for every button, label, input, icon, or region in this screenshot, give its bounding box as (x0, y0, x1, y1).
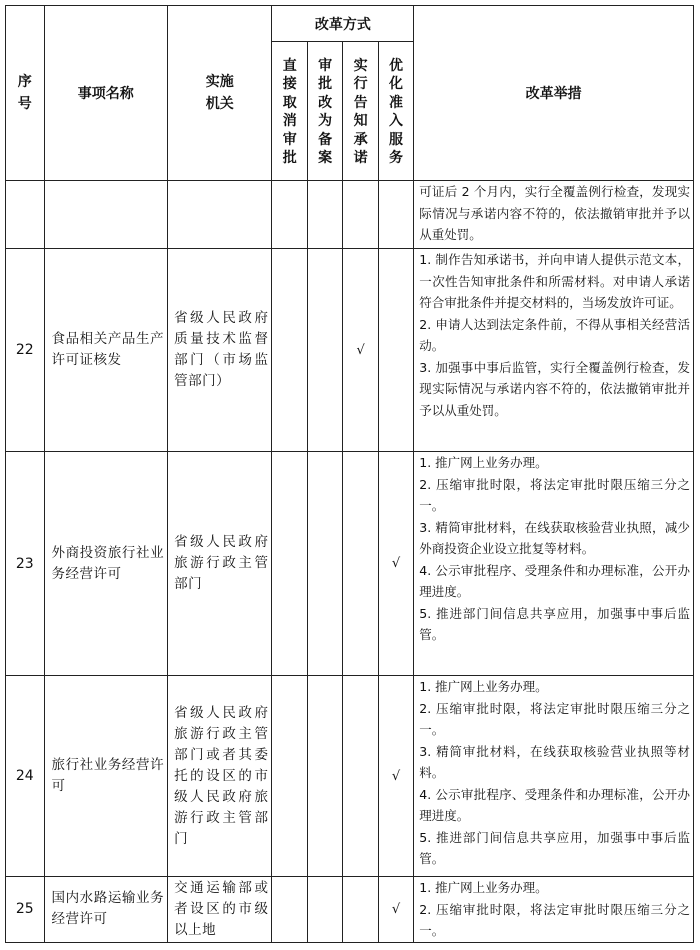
table-row (6, 249, 694, 452)
table-row-continuation (6, 181, 694, 249)
header-mode-optimize (378, 42, 413, 181)
cell-mode-commit (343, 877, 378, 943)
header-char: 告 (353, 94, 368, 111)
measure-line: 2. 压缩审批时限，将法定审批时限压缩三分之一。 (419, 901, 690, 938)
header-char: 承 (353, 131, 368, 148)
measure-line: 3. 精简审批材料，在线获取核验营业执照等材料。 (419, 743, 690, 780)
table-row (6, 877, 694, 943)
cell-mode-optimize: √ (378, 452, 413, 676)
measure-line: 2. 压缩审批时限，将法定审批时限压缩三分之一。 (419, 700, 690, 737)
header-no (6, 6, 45, 181)
header-agency-line: 机关 (205, 96, 234, 112)
header-char: 务 (389, 150, 404, 166)
measure-line: 4. 公示审批程序、受理条件和办理标准，公开办理进度。 (419, 786, 690, 823)
measure-line: 可证后 2 个月内，实行全覆盖例行检查，发现实际情况与承诺内容不符的，依法撤销审批并予以从重处罚。 (419, 184, 690, 242)
cell-mode-optimize (378, 249, 413, 452)
cell-mode-commit (343, 676, 378, 877)
header-name: 事项名称 (44, 6, 168, 181)
header-char: 批 (318, 76, 333, 92)
cell-mode-direct (272, 249, 307, 452)
cell-name: 外商投资旅行社业务经营许可 (44, 452, 168, 676)
header-char: 行 (353, 76, 368, 92)
cell-no: 22 (6, 249, 45, 452)
header-char: 审 (318, 57, 333, 74)
header-agency-line: 实施 (205, 74, 234, 90)
cell-mode-optimize: √ (378, 877, 413, 943)
header-char: 诺 (353, 150, 368, 166)
cell-agency: 省级人民政府质量技术监督部门（市场监管部门） (168, 249, 272, 452)
cell-mode-commit (343, 452, 378, 676)
measure-line: 1. 推广网上业务办理。 (419, 455, 548, 470)
measure-line: 1. 制作告知承诺书，并向申请人提供示范文本，一次性告知审批条件和所需材料。对申请人承诺符合审批条件并提交材料的，当场发放许可证。 (419, 252, 690, 310)
measure-line: 5. 推进部门间信息共享应用，加强事中事后监管。 (419, 829, 690, 866)
header-char: 优 (389, 57, 404, 74)
header-mode-direct-cancel (272, 42, 307, 181)
header-mode-commitment (343, 42, 378, 181)
header-agency (168, 6, 272, 181)
cell-name: 国内水路运输业务经营许可 (44, 877, 168, 943)
cell-name: 食品相关产品生产许可证核发 (44, 249, 168, 452)
measure-line: 4. 公示审批程序、受理条件和办理标准，公开办理进度。 (419, 562, 690, 599)
cell-mode (307, 181, 342, 249)
cell-no: 23 (6, 452, 45, 676)
header-char: 改 (318, 94, 333, 111)
cell-mode-optimize: √ (378, 676, 413, 877)
table-header (6, 6, 694, 181)
reform-table (5, 5, 694, 943)
header-char: 服 (389, 131, 404, 148)
header-no-line: 序 (17, 74, 32, 90)
cell-mode-direct (272, 676, 307, 877)
header-char: 为 (318, 113, 333, 129)
measure-line: 1. 推广网上业务办理。 (419, 679, 548, 694)
reform-table-page (5, 5, 694, 945)
header-char: 批 (282, 150, 297, 166)
cell-mode-filing (307, 452, 342, 676)
header-char: 案 (318, 150, 333, 166)
cell-mode-filing (307, 249, 342, 452)
header-char: 消 (282, 113, 297, 129)
cell-mode-filing (307, 676, 342, 877)
measure-line: 2. 压缩审批时限，将法定审批时限压缩三分之一。 (419, 476, 690, 513)
header-char: 直 (282, 57, 297, 74)
cell-mode-filing (307, 877, 342, 943)
cell-mode-commit: √ (343, 249, 378, 452)
cell-mode (343, 181, 378, 249)
measure-line: 5. 推进部门间信息共享应用，加强事中事后监管。 (419, 605, 690, 642)
header-char: 审 (282, 131, 297, 148)
cell-name (44, 181, 168, 249)
cell-agency: 交通运输部或者设区的市级以上地 (168, 877, 272, 943)
header-measures: 改革举措 (414, 6, 694, 181)
cell-measures (414, 181, 694, 249)
cell-mode-direct (272, 452, 307, 676)
cell-agency: 省级人民政府旅游行政主管部门 (168, 452, 272, 676)
header-char: 备 (318, 131, 333, 148)
cell-no (6, 181, 45, 249)
header-char: 实 (353, 57, 368, 74)
cell-name: 旅行社业务经营许可 (44, 676, 168, 877)
cell-measures (414, 249, 694, 452)
cell-no: 24 (6, 676, 45, 877)
cell-measures (414, 676, 694, 877)
cell-agency: 省级人民政府旅游行政主管部门或者其委托的设区的市级人民政府旅游行政主管部门 (168, 676, 272, 877)
cell-mode-direct (272, 877, 307, 943)
header-char: 知 (353, 113, 368, 129)
header-char: 取 (282, 94, 297, 111)
table-row (6, 676, 694, 877)
measure-line: 1. 推广网上业务办理。 (419, 880, 548, 895)
header-reform-mode: 改革方式 (272, 6, 414, 42)
header-no-line: 号 (17, 96, 32, 112)
header-char: 化 (389, 76, 404, 92)
cell-measures (414, 877, 694, 943)
cell-no: 25 (6, 877, 45, 943)
table-row (6, 452, 694, 676)
header-char: 入 (389, 113, 404, 129)
cell-mode (272, 181, 307, 249)
header-mode-filing (307, 42, 342, 181)
measure-line: 3. 加强事中事后监管，实行全覆盖例行检查，发现实际情况与承诺内容不符的，依法撤销审批并予以从重处罚。 (419, 359, 690, 418)
cell-mode (378, 181, 413, 249)
header-char: 接 (282, 76, 297, 92)
measure-line: 2. 申请人达到法定条件前，不得从事相关经营活动。 (419, 316, 690, 353)
header-char: 准 (389, 94, 404, 111)
measure-line: 3. 精简审批材料，在线获取核验营业执照，减少外商投资企业设立批复等材料。 (419, 519, 690, 556)
cell-measures (414, 452, 694, 676)
cell-agency (168, 181, 272, 249)
